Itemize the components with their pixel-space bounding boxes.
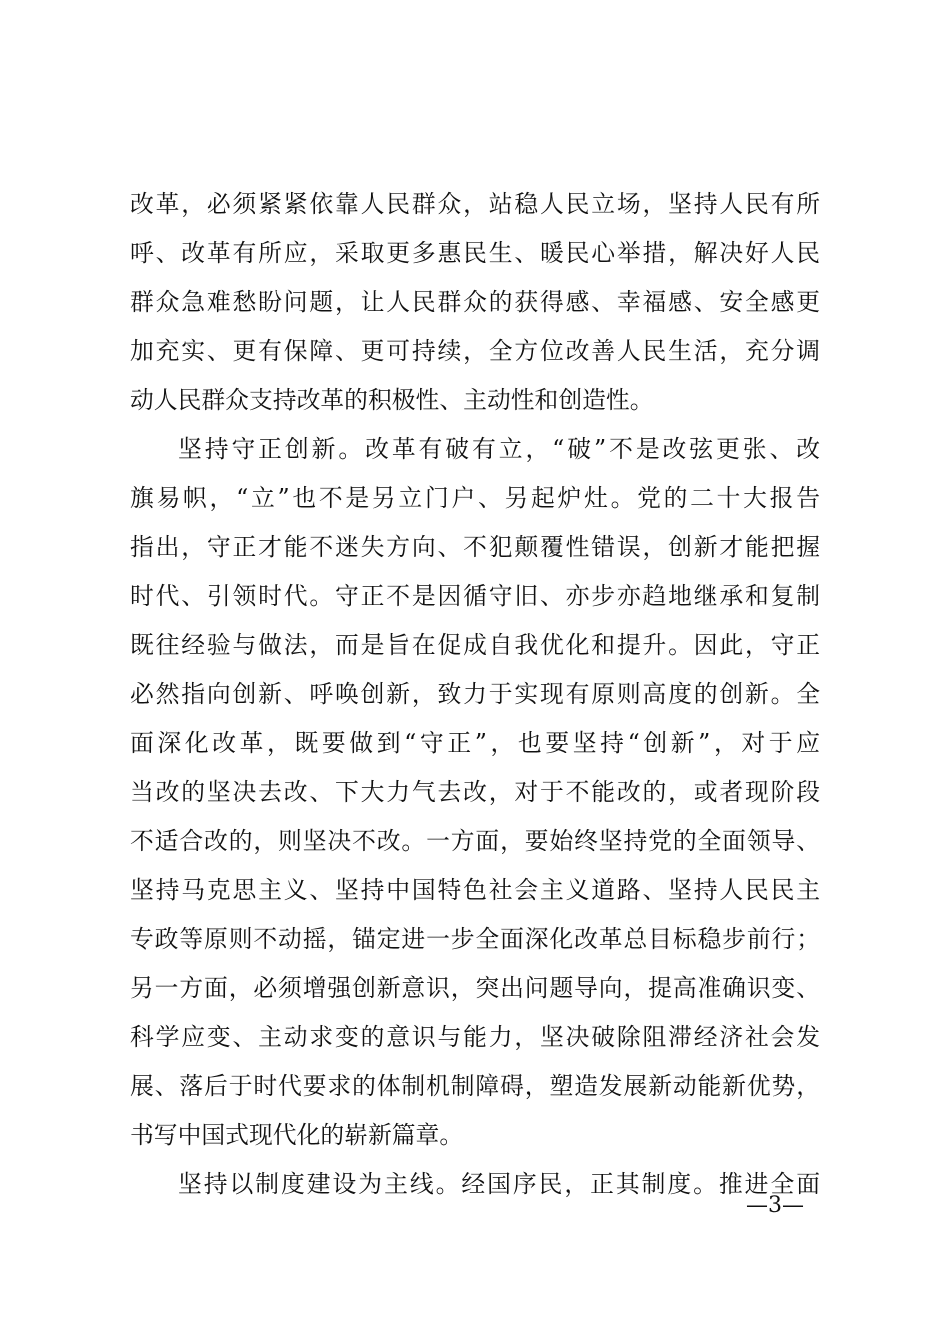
paragraph-start-line: 坚持以制度建设为主线。经国序民，正其制度。推进全面 bbox=[178, 1170, 820, 1198]
text-line: 群众急难愁盼问题，让人民群众的获得感、幸福感、安全感更 bbox=[130, 288, 820, 316]
text-line: 面深化改革，既要做到“守正”，也要坚持“创新”，对于应 bbox=[130, 729, 820, 757]
text-line: 当改的坚决去改、下大力气去改，对于不能改的，或者现阶段 bbox=[130, 778, 820, 806]
text-line: 必然指向创新、呼唤创新，致力于实现有原则高度的创新。全 bbox=[130, 680, 820, 708]
text-line: 展、落后于时代要求的体制机制障碍，塑造发展新动能新优势， bbox=[130, 1072, 820, 1100]
text-line: 旗易帜，“立”也不是另立门户、另起炉灶。党的二十大报告 bbox=[130, 484, 820, 512]
text-line: 另一方面，必须增强创新意识，突出问题导向，提高准确识变、 bbox=[130, 974, 820, 1002]
text-line: 动人民群众支持改革的积极性、主动性和创造性。 bbox=[130, 386, 654, 414]
text-line: 科学应变、主动求变的意识与能力，坚决破除阻滞经济社会发 bbox=[130, 1023, 820, 1051]
text-line: 既往经验与做法，而是旨在促成自我优化和提升。因此，守正 bbox=[130, 631, 820, 659]
text-line: 专政等原则不动摇，锚定进一步全面深化改革总目标稳步前行； bbox=[130, 925, 820, 953]
paragraph-start-line: 坚持守正创新。改革有破有立，“破”不是改弦更张、改 bbox=[178, 435, 820, 463]
text-line: 指出，守正才能不迷失方向、不犯颠覆性错误，创新才能把握 bbox=[130, 533, 820, 561]
page-number: —3— bbox=[746, 1193, 804, 1218]
text-line: 书写中国式现代化的崭新篇章。 bbox=[130, 1121, 464, 1149]
text-line: 不适合改的，则坚决不改。一方面，要始终坚持党的全面领导、 bbox=[130, 827, 820, 855]
body-text bbox=[130, 180, 820, 1209]
text-line: 时代、引领时代。守正不是因循守旧、亦步亦趋地继承和复制 bbox=[130, 582, 820, 610]
text-line: 呼、改革有所应，采取更多惠民生、暖民心举措，解决好人民 bbox=[130, 239, 820, 267]
text-line: 加充实、更有保障、更可持续，全方位改善人民生活，充分调 bbox=[130, 337, 820, 365]
text-line: 改革，必须紧紧依靠人民群众，站稳人民立场，坚持人民有所 bbox=[130, 190, 820, 218]
text-line: 坚持马克思主义、坚持中国特色社会主义道路、坚持人民民主 bbox=[130, 876, 820, 904]
